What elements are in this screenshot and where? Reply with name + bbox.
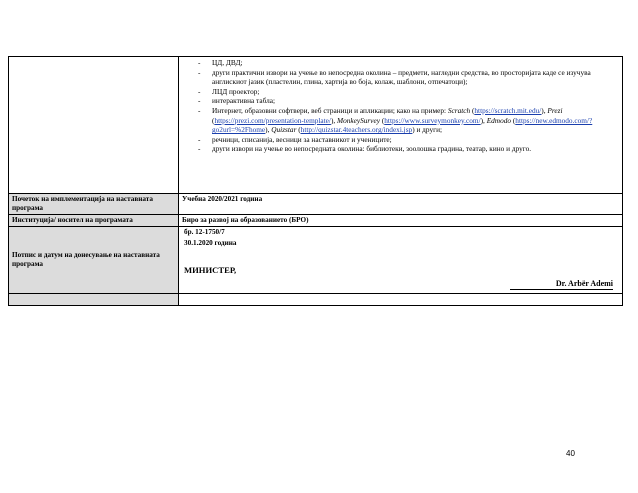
resources-cell — [179, 57, 623, 194]
decision-date: 30.1.2020 година — [184, 239, 237, 247]
resources-label-cell — [9, 57, 179, 194]
resource-list-item — [198, 68, 619, 87]
resource-text: ( — [212, 115, 215, 125]
resource-link[interactable]: https://new.edmodo.com/?go2url=%2Fhome — [212, 115, 593, 135]
implementation-value-cell — [179, 194, 623, 215]
institution-value: Биро за развој на образованието (БРО) — [182, 216, 309, 224]
resource-name: Edmodo — [486, 115, 512, 125]
implementation-label: Почеток на имплементација на наставната програма — [12, 195, 153, 212]
institution-label-cell — [9, 215, 179, 227]
resource-link[interactable]: https://prezi.com/presentation-template/ — [214, 115, 331, 125]
resource-text: ( — [511, 115, 516, 125]
resource-text: ), — [265, 125, 272, 135]
resource-list-item — [198, 96, 619, 106]
resource-list — [182, 58, 619, 154]
resource-text: други практични извори на учење во непосредна околина – предмети, нагледни средства, во просторијата каде се изучува англискиот јазик (пластелин, глина, хартија во боја, колаж, шаблони, отпечатоци); — [212, 67, 591, 87]
page-number: 40 — [566, 449, 575, 458]
resource-text: други извори на учење во непосредната околина: библиотеки, зоолошка градина, театар, кино и друго. — [212, 144, 532, 154]
resource-name: Quizstar — [271, 125, 297, 135]
signature-row — [9, 227, 623, 294]
resource-list-item — [198, 87, 619, 97]
resource-list-item — [198, 135, 619, 145]
resource-name: Scratch — [447, 105, 471, 115]
resource-link[interactable]: http://quizstar.4teachers.org/indexi.jsp — [300, 125, 413, 135]
signature-label: Потпис и датум на донесување на наставната програма — [12, 251, 160, 268]
implementation-value: Учебна 2020/2021 година — [182, 195, 263, 203]
resource-text: ( — [296, 125, 301, 135]
minister-title: МИНИСТЕР, — [184, 265, 237, 275]
resource-name: MonkeySurvey — [337, 115, 380, 125]
curriculum-table — [8, 56, 623, 306]
resource-link[interactable]: https://scratch.mit.edu/ — [474, 105, 542, 115]
signature-value-cell — [179, 227, 623, 294]
resource-text: Интернет, образовни софтвери, веб страници и апликации; како на пример: — [212, 105, 448, 115]
empty-value-cell — [179, 294, 623, 306]
resource-text: ), — [480, 115, 487, 125]
decision-number: бр. 12-1750/7 — [184, 228, 225, 236]
resources-row — [9, 57, 623, 194]
signature-label-cell — [9, 227, 179, 294]
resource-name: Prezi — [547, 105, 563, 115]
resource-text: ) и други; — [412, 125, 443, 135]
resource-text: речници, списанија, весници за наставникот и учениците; — [212, 134, 392, 144]
resource-text: ( — [470, 105, 475, 115]
institution-row — [9, 215, 623, 227]
resource-list-item — [198, 58, 619, 68]
resource-text: ), — [330, 115, 338, 125]
resource-list-item — [198, 144, 619, 154]
resource-text: ЦД, ДВД; — [212, 58, 243, 67]
institution-label: Институција/ носител на програмата — [12, 216, 133, 224]
resource-text: ), — [541, 105, 548, 115]
resource-link[interactable]: https://www.surveymonkey.com/ — [384, 115, 481, 125]
institution-value-cell — [179, 215, 623, 227]
resource-list-item — [198, 106, 619, 135]
resource-text: ЛЦД проектор; — [212, 86, 260, 96]
minister-name: Dr. Arbër Ademi — [510, 279, 613, 290]
resource-text: ( — [380, 115, 385, 125]
resource-text: интерактивна табла; — [212, 96, 276, 106]
implementation-row — [9, 194, 623, 215]
empty-label-cell — [9, 294, 179, 306]
empty-row — [9, 294, 623, 306]
implementation-label-cell — [9, 194, 179, 215]
